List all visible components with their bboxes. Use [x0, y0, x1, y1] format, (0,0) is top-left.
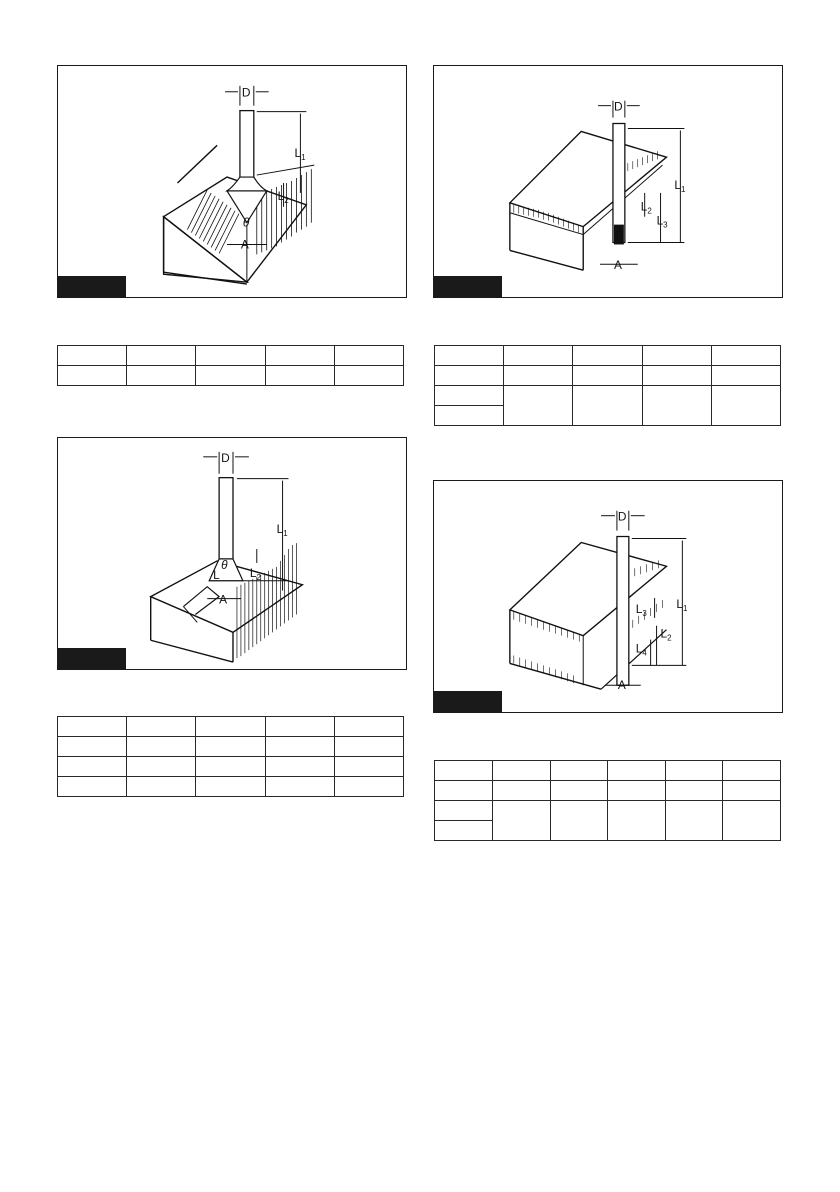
table-row	[435, 781, 781, 801]
table-cell	[265, 366, 334, 386]
table-row	[58, 346, 404, 366]
table-row	[58, 366, 404, 386]
table-cell	[58, 717, 127, 737]
spec-table-drywall	[434, 345, 781, 426]
spec-table-chamfering	[57, 345, 404, 386]
spec-table-board-cutting	[434, 760, 781, 841]
table-cell	[665, 761, 723, 781]
label-theta: θ	[221, 557, 228, 572]
table-cell	[665, 781, 723, 801]
table-cell	[265, 737, 334, 757]
label-l1: $L_1$	[674, 177, 686, 194]
table-cell	[435, 761, 493, 781]
table-cell	[550, 801, 608, 841]
table-cell	[265, 777, 334, 797]
table-cell	[196, 346, 265, 366]
table-cell	[723, 761, 781, 781]
table-cell	[435, 366, 504, 386]
table-cell	[642, 366, 711, 386]
label-l3: $L_3$	[656, 213, 668, 230]
dovetail-bit-drawing	[58, 438, 406, 669]
table-cell	[573, 346, 642, 366]
table-cell	[196, 777, 265, 797]
table-cell	[265, 757, 334, 777]
table-cell	[127, 366, 196, 386]
table-cell	[550, 781, 608, 801]
table-cell	[573, 366, 642, 386]
figure-tab	[434, 276, 502, 297]
label-d: D	[613, 99, 623, 114]
figure-tab	[58, 648, 126, 669]
label-a: A	[219, 592, 228, 607]
table-cell	[642, 386, 711, 426]
table-row	[58, 777, 404, 797]
label-l1: $L_1$	[294, 146, 306, 163]
table-cell	[493, 801, 551, 841]
table-cell	[665, 801, 723, 841]
table-cell	[334, 366, 403, 386]
table-cell	[723, 801, 781, 841]
table-cell	[608, 761, 666, 781]
table-cell	[196, 717, 265, 737]
spec-table-dovetail	[57, 716, 404, 797]
figure-board-cutting-bit	[433, 480, 783, 713]
table-cell	[196, 757, 265, 777]
label-theta: θ	[242, 215, 250, 230]
table-cell	[58, 777, 127, 797]
table-cell	[265, 717, 334, 737]
table-cell	[493, 761, 551, 781]
table-cell	[504, 366, 573, 386]
table-row	[435, 346, 781, 366]
table-cell	[642, 346, 711, 366]
label-l4: $L_4$	[635, 641, 647, 658]
table-cell	[334, 346, 403, 366]
table-cell	[196, 737, 265, 757]
table-row	[435, 761, 781, 781]
table-cell	[504, 386, 573, 426]
table-cell	[58, 366, 127, 386]
table-cell	[334, 737, 403, 757]
drywall-bit-drawing	[434, 66, 782, 297]
table-cell	[435, 801, 493, 821]
label-a: A	[240, 237, 249, 252]
table-cell	[334, 777, 403, 797]
table-cell	[127, 777, 196, 797]
table-cell	[334, 717, 403, 737]
table-cell	[608, 801, 666, 841]
table-cell	[127, 757, 196, 777]
label-a: A	[617, 678, 626, 693]
label-l2: $L_2$	[277, 188, 289, 205]
table-cell	[435, 821, 493, 841]
table-cell	[334, 757, 403, 777]
table-cell	[435, 781, 493, 801]
label-a: A	[613, 258, 622, 273]
table-cell	[265, 346, 334, 366]
label-l2: $L_2$	[660, 626, 672, 643]
board-cutting-bit-drawing	[434, 481, 782, 712]
table-cell	[58, 757, 127, 777]
table-cell	[723, 781, 781, 801]
table-cell	[711, 346, 780, 366]
figure-tab	[58, 276, 126, 297]
table-cell	[550, 761, 608, 781]
table-cell	[58, 346, 127, 366]
table-row	[58, 757, 404, 777]
label-d: D	[241, 85, 251, 100]
table-cell	[711, 366, 780, 386]
label-l1: $L_1$	[276, 522, 288, 539]
table-cell	[127, 717, 196, 737]
table-row	[58, 737, 404, 757]
table-cell	[573, 386, 642, 426]
figure-tab	[434, 691, 502, 712]
table-cell	[58, 737, 127, 757]
table-cell	[504, 346, 573, 366]
table-cell	[608, 781, 666, 801]
table-row	[58, 717, 404, 737]
figure-chamfering-bit	[57, 65, 407, 298]
label-l2: $L_2$	[249, 565, 261, 582]
label-l-small: L	[213, 567, 220, 582]
table-cell	[493, 781, 551, 801]
label-l1: $L_1$	[676, 596, 688, 613]
label-d: D	[617, 509, 627, 524]
label-l3: $L_3$	[635, 601, 647, 618]
label-d: D	[221, 450, 230, 465]
table-cell	[127, 346, 196, 366]
chamfering-bit-drawing	[58, 66, 406, 297]
figure-drywall-bit	[433, 65, 783, 298]
table-cell	[127, 737, 196, 757]
figure-dovetail-bit	[57, 437, 407, 670]
table-cell	[435, 346, 504, 366]
table-cell	[435, 386, 504, 406]
table-cell	[196, 366, 265, 386]
table-cell	[435, 406, 504, 426]
table-row	[435, 801, 781, 821]
label-l2: $L_2$	[640, 199, 652, 216]
table-row	[435, 386, 781, 406]
table-cell	[711, 386, 780, 426]
table-row	[435, 366, 781, 386]
